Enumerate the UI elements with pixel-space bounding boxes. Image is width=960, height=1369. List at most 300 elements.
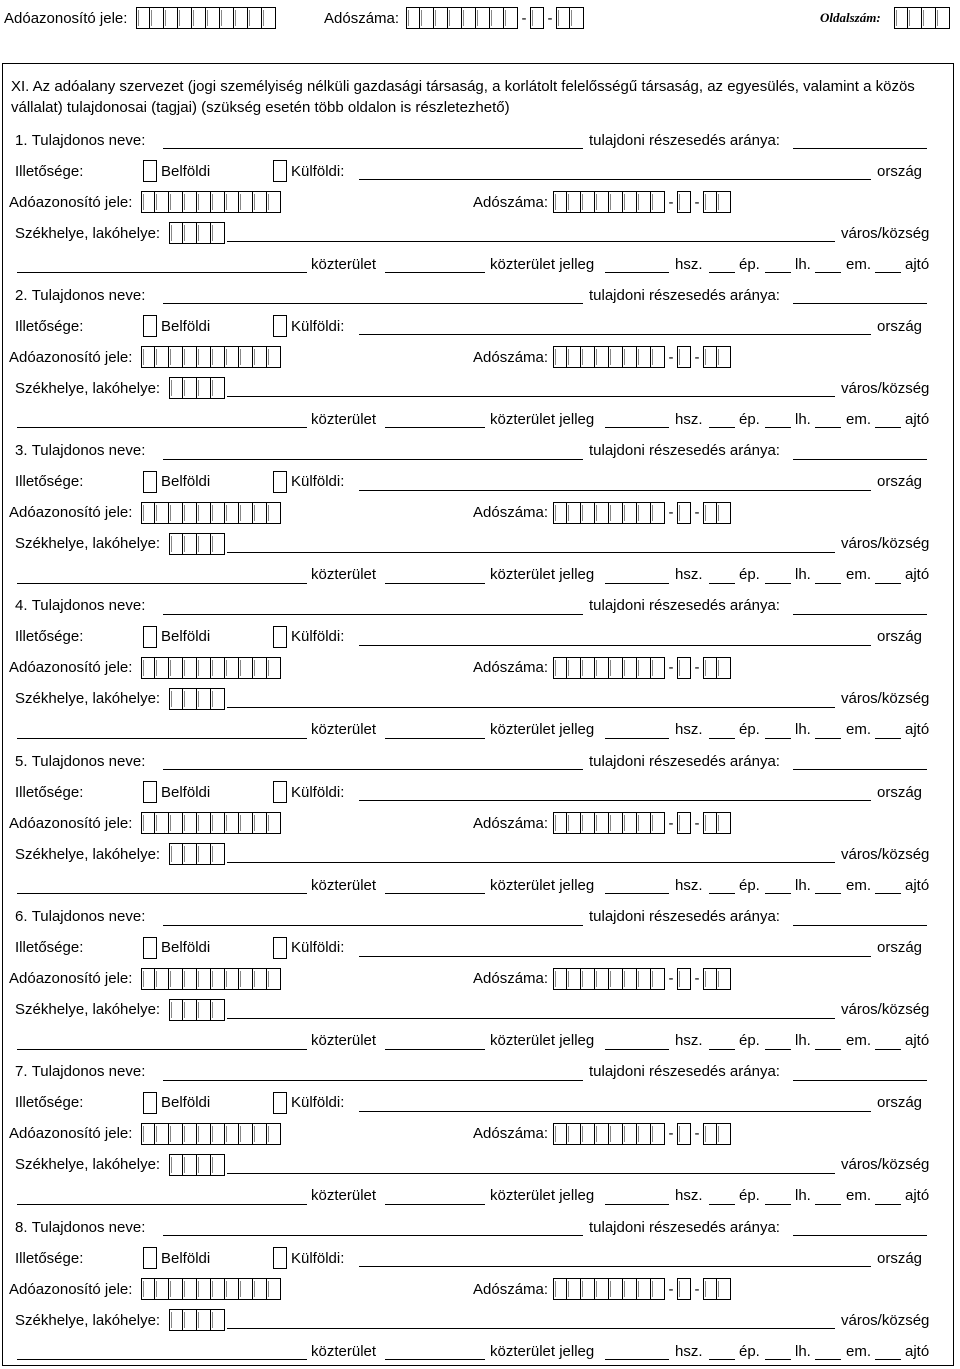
char-box[interactable] <box>169 657 183 679</box>
owner-adoszama-input[interactable] <box>553 1278 731 1300</box>
char-box[interactable] <box>581 346 595 368</box>
char-box[interactable] <box>553 812 567 834</box>
street-type-field[interactable] <box>385 272 485 273</box>
char-box[interactable] <box>150 7 164 29</box>
char-box[interactable] <box>183 1154 197 1176</box>
char-box[interactable] <box>609 812 623 834</box>
staircase-field[interactable] <box>765 1359 791 1360</box>
char-box[interactable] <box>553 502 567 524</box>
char-box[interactable] <box>183 999 197 1021</box>
house-number-field[interactable] <box>605 1049 669 1050</box>
belfoldi-checkbox[interactable] <box>143 1092 157 1114</box>
char-box[interactable] <box>677 968 691 990</box>
char-box[interactable] <box>248 7 262 29</box>
staircase-field[interactable] <box>765 738 791 739</box>
street-type-field[interactable] <box>385 1049 485 1050</box>
owner-name-field[interactable] <box>163 769 583 770</box>
header-adoazonosito-input[interactable] <box>136 5 276 31</box>
char-box[interactable] <box>703 657 717 679</box>
char-box[interactable] <box>183 191 197 213</box>
char-box[interactable] <box>239 968 253 990</box>
char-box[interactable] <box>623 1123 637 1145</box>
char-box[interactable] <box>717 657 731 679</box>
door-field[interactable] <box>875 893 901 894</box>
char-box[interactable] <box>567 657 581 679</box>
street-type-field[interactable] <box>385 427 485 428</box>
char-box[interactable] <box>623 346 637 368</box>
char-box[interactable] <box>570 7 584 29</box>
char-box[interactable] <box>155 657 169 679</box>
city-field[interactable] <box>227 552 835 553</box>
char-box[interactable] <box>253 502 267 524</box>
building-field[interactable] <box>709 1359 735 1360</box>
char-box[interactable] <box>225 346 239 368</box>
char-box[interactable] <box>169 222 183 244</box>
staircase-field[interactable] <box>765 583 791 584</box>
char-box[interactable] <box>211 968 225 990</box>
char-box[interactable] <box>169 688 183 710</box>
char-box[interactable] <box>155 346 169 368</box>
char-box[interactable] <box>267 346 281 368</box>
kulfoldi-checkbox[interactable] <box>273 315 287 337</box>
char-box[interactable] <box>141 968 155 990</box>
char-box[interactable] <box>141 812 155 834</box>
char-box[interactable] <box>595 191 609 213</box>
char-box[interactable] <box>183 1123 197 1145</box>
char-box[interactable] <box>595 812 609 834</box>
char-box[interactable] <box>206 7 220 29</box>
char-box[interactable] <box>211 346 225 368</box>
share-field[interactable] <box>793 148 927 149</box>
char-box[interactable] <box>155 1278 169 1300</box>
char-box[interactable] <box>141 346 155 368</box>
char-box[interactable] <box>406 7 420 29</box>
char-box[interactable] <box>651 346 665 368</box>
char-box[interactable] <box>183 533 197 555</box>
char-box[interactable] <box>211 999 225 1021</box>
char-box[interactable] <box>183 688 197 710</box>
street-name-field[interactable] <box>17 272 307 273</box>
char-box[interactable] <box>211 843 225 865</box>
kulfoldi-checkbox[interactable] <box>273 937 287 959</box>
char-box[interactable] <box>434 7 448 29</box>
owner-adoazonosito-input[interactable] <box>141 1123 281 1145</box>
char-box[interactable] <box>183 968 197 990</box>
char-box[interactable] <box>553 968 567 990</box>
char-box[interactable] <box>225 812 239 834</box>
char-box[interactable] <box>197 968 211 990</box>
kulfoldi-checkbox[interactable] <box>273 160 287 182</box>
char-box[interactable] <box>155 968 169 990</box>
char-box[interactable] <box>567 346 581 368</box>
char-box[interactable] <box>197 999 211 1021</box>
owner-name-field[interactable] <box>163 1080 583 1081</box>
owner-adoazonosito-input[interactable] <box>141 502 281 524</box>
char-box[interactable] <box>651 1278 665 1300</box>
staircase-field[interactable] <box>765 1204 791 1205</box>
char-box[interactable] <box>267 812 281 834</box>
char-box[interactable] <box>169 377 183 399</box>
char-box[interactable] <box>936 7 950 29</box>
char-box[interactable] <box>267 1278 281 1300</box>
char-box[interactable] <box>225 968 239 990</box>
char-box[interactable] <box>553 657 567 679</box>
char-box[interactable] <box>183 222 197 244</box>
belfoldi-checkbox[interactable] <box>143 160 157 182</box>
char-box[interactable] <box>717 191 731 213</box>
owner-adoszama-input[interactable] <box>553 1123 731 1145</box>
char-box[interactable] <box>211 1154 225 1176</box>
char-box[interactable] <box>169 968 183 990</box>
owner-adoszama-input[interactable] <box>553 191 731 213</box>
char-box[interactable] <box>225 1278 239 1300</box>
char-box[interactable] <box>141 657 155 679</box>
char-box[interactable] <box>894 7 908 29</box>
char-box[interactable] <box>183 657 197 679</box>
char-box[interactable] <box>169 502 183 524</box>
char-box[interactable] <box>637 191 651 213</box>
char-box[interactable] <box>677 191 691 213</box>
house-number-field[interactable] <box>605 272 669 273</box>
country-field[interactable] <box>359 1266 871 1267</box>
char-box[interactable] <box>609 191 623 213</box>
belfoldi-checkbox[interactable] <box>143 781 157 803</box>
char-box[interactable] <box>211 533 225 555</box>
char-box[interactable] <box>595 657 609 679</box>
building-field[interactable] <box>709 1204 735 1205</box>
kulfoldi-checkbox[interactable] <box>273 471 287 493</box>
street-name-field[interactable] <box>17 1359 307 1360</box>
char-box[interactable] <box>211 1123 225 1145</box>
char-box[interactable] <box>717 1123 731 1145</box>
char-box[interactable] <box>169 999 183 1021</box>
char-box[interactable] <box>169 533 183 555</box>
char-box[interactable] <box>677 346 691 368</box>
char-box[interactable] <box>225 657 239 679</box>
char-box[interactable] <box>197 533 211 555</box>
share-field[interactable] <box>793 303 927 304</box>
char-box[interactable] <box>595 502 609 524</box>
char-box[interactable] <box>717 812 731 834</box>
country-field[interactable] <box>359 800 871 801</box>
owner-adoszama-input[interactable] <box>553 502 731 524</box>
char-box[interactable] <box>253 346 267 368</box>
owner-adoazonosito-input[interactable] <box>141 657 281 679</box>
char-box[interactable] <box>567 968 581 990</box>
staircase-field[interactable] <box>765 427 791 428</box>
floor-field[interactable] <box>815 272 841 273</box>
char-box[interactable] <box>637 1123 651 1145</box>
share-field[interactable] <box>793 925 927 926</box>
char-box[interactable] <box>169 1309 183 1331</box>
building-field[interactable] <box>709 272 735 273</box>
char-box[interactable] <box>267 502 281 524</box>
postal-code-input[interactable] <box>169 688 225 710</box>
kulfoldi-checkbox[interactable] <box>273 1092 287 1114</box>
char-box[interactable] <box>553 191 567 213</box>
postal-code-input[interactable] <box>169 533 225 555</box>
owner-name-field[interactable] <box>163 614 583 615</box>
char-box[interactable] <box>717 502 731 524</box>
country-field[interactable] <box>359 645 871 646</box>
char-box[interactable] <box>183 1278 197 1300</box>
char-box[interactable] <box>197 812 211 834</box>
char-box[interactable] <box>567 812 581 834</box>
char-box[interactable] <box>155 812 169 834</box>
char-box[interactable] <box>197 222 211 244</box>
owner-adoazonosito-input[interactable] <box>141 812 281 834</box>
country-field[interactable] <box>359 490 871 491</box>
owner-name-field[interactable] <box>163 459 583 460</box>
char-box[interactable] <box>623 1278 637 1300</box>
char-box[interactable] <box>420 7 434 29</box>
char-box[interactable] <box>211 222 225 244</box>
char-box[interactable] <box>651 191 665 213</box>
owner-adoszama-input[interactable] <box>553 812 731 834</box>
char-box[interactable] <box>651 968 665 990</box>
door-field[interactable] <box>875 1049 901 1050</box>
char-box[interactable] <box>595 1278 609 1300</box>
char-box[interactable] <box>197 346 211 368</box>
char-box[interactable] <box>192 7 206 29</box>
char-box[interactable] <box>595 968 609 990</box>
char-box[interactable] <box>609 968 623 990</box>
char-box[interactable] <box>164 7 178 29</box>
char-box[interactable] <box>677 812 691 834</box>
char-box[interactable] <box>637 502 651 524</box>
floor-field[interactable] <box>815 583 841 584</box>
char-box[interactable] <box>567 1123 581 1145</box>
char-box[interactable] <box>623 502 637 524</box>
city-field[interactable] <box>227 1173 835 1174</box>
house-number-field[interactable] <box>605 738 669 739</box>
char-box[interactable] <box>211 191 225 213</box>
char-box[interactable] <box>703 502 717 524</box>
floor-field[interactable] <box>815 1204 841 1205</box>
postal-code-input[interactable] <box>169 1154 225 1176</box>
char-box[interactable] <box>677 502 691 524</box>
char-box[interactable] <box>211 657 225 679</box>
char-box[interactable] <box>581 812 595 834</box>
char-box[interactable] <box>211 688 225 710</box>
char-box[interactable] <box>169 1278 183 1300</box>
owner-adoazonosito-input[interactable] <box>141 346 281 368</box>
owner-adoszama-input[interactable] <box>553 346 731 368</box>
char-box[interactable] <box>530 7 544 29</box>
char-box[interactable] <box>556 7 570 29</box>
char-box[interactable] <box>609 502 623 524</box>
char-box[interactable] <box>703 968 717 990</box>
street-name-field[interactable] <box>17 738 307 739</box>
floor-field[interactable] <box>815 738 841 739</box>
owner-adoszama-input[interactable] <box>553 968 731 990</box>
door-field[interactable] <box>875 1359 901 1360</box>
share-field[interactable] <box>793 459 927 460</box>
char-box[interactable] <box>211 812 225 834</box>
char-box[interactable] <box>197 1123 211 1145</box>
char-box[interactable] <box>623 812 637 834</box>
char-box[interactable] <box>253 812 267 834</box>
floor-field[interactable] <box>815 1049 841 1050</box>
char-box[interactable] <box>239 1278 253 1300</box>
char-box[interactable] <box>197 191 211 213</box>
header-oldalszam-input[interactable] <box>894 5 950 31</box>
char-box[interactable] <box>717 1278 731 1300</box>
building-field[interactable] <box>709 893 735 894</box>
char-box[interactable] <box>183 346 197 368</box>
char-box[interactable] <box>253 191 267 213</box>
building-field[interactable] <box>709 427 735 428</box>
char-box[interactable] <box>267 657 281 679</box>
building-field[interactable] <box>709 583 735 584</box>
char-box[interactable] <box>239 657 253 679</box>
kulfoldi-checkbox[interactable] <box>273 781 287 803</box>
street-type-field[interactable] <box>385 738 485 739</box>
char-box[interactable] <box>581 657 595 679</box>
char-box[interactable] <box>253 1123 267 1145</box>
char-box[interactable] <box>623 191 637 213</box>
floor-field[interactable] <box>815 1359 841 1360</box>
char-box[interactable] <box>637 657 651 679</box>
street-name-field[interactable] <box>17 893 307 894</box>
house-number-field[interactable] <box>605 583 669 584</box>
char-box[interactable] <box>169 812 183 834</box>
char-box[interactable] <box>581 1278 595 1300</box>
char-box[interactable] <box>169 346 183 368</box>
street-name-field[interactable] <box>17 1049 307 1050</box>
owner-name-field[interactable] <box>163 148 583 149</box>
char-box[interactable] <box>183 843 197 865</box>
door-field[interactable] <box>875 427 901 428</box>
char-box[interactable] <box>476 7 490 29</box>
house-number-field[interactable] <box>605 1204 669 1205</box>
char-box[interactable] <box>609 1278 623 1300</box>
postal-code-input[interactable] <box>169 377 225 399</box>
belfoldi-checkbox[interactable] <box>143 315 157 337</box>
floor-field[interactable] <box>815 893 841 894</box>
char-box[interactable] <box>211 1278 225 1300</box>
house-number-field[interactable] <box>605 893 669 894</box>
owner-adoszama-input[interactable] <box>553 657 731 679</box>
char-box[interactable] <box>239 191 253 213</box>
street-name-field[interactable] <box>17 1204 307 1205</box>
street-name-field[interactable] <box>17 427 307 428</box>
char-box[interactable] <box>234 7 248 29</box>
char-box[interactable] <box>267 1123 281 1145</box>
door-field[interactable] <box>875 1204 901 1205</box>
char-box[interactable] <box>651 657 665 679</box>
city-field[interactable] <box>227 241 835 242</box>
char-box[interactable] <box>581 191 595 213</box>
country-field[interactable] <box>359 1111 871 1112</box>
char-box[interactable] <box>581 968 595 990</box>
city-field[interactable] <box>227 1018 835 1019</box>
char-box[interactable] <box>197 657 211 679</box>
country-field[interactable] <box>359 179 871 180</box>
header-adoszama-input[interactable]: - - <box>406 5 584 31</box>
char-box[interactable] <box>141 191 155 213</box>
char-box[interactable] <box>651 502 665 524</box>
char-box[interactable] <box>677 1123 691 1145</box>
char-box[interactable] <box>637 968 651 990</box>
char-box[interactable] <box>922 7 936 29</box>
city-field[interactable] <box>227 862 835 863</box>
door-field[interactable] <box>875 738 901 739</box>
char-box[interactable] <box>211 377 225 399</box>
char-box[interactable] <box>183 377 197 399</box>
char-box[interactable] <box>567 502 581 524</box>
char-box[interactable] <box>267 191 281 213</box>
char-box[interactable] <box>703 1278 717 1300</box>
char-box[interactable] <box>253 968 267 990</box>
char-box[interactable] <box>717 346 731 368</box>
char-box[interactable] <box>637 812 651 834</box>
floor-field[interactable] <box>815 427 841 428</box>
char-box[interactable] <box>211 1309 225 1331</box>
char-box[interactable] <box>225 1123 239 1145</box>
char-box[interactable] <box>169 1154 183 1176</box>
char-box[interactable] <box>197 502 211 524</box>
char-box[interactable] <box>595 346 609 368</box>
char-box[interactable] <box>253 1278 267 1300</box>
char-box[interactable] <box>239 346 253 368</box>
postal-code-input[interactable] <box>169 843 225 865</box>
char-box[interactable] <box>197 377 211 399</box>
char-box[interactable] <box>677 657 691 679</box>
char-box[interactable] <box>197 1278 211 1300</box>
house-number-field[interactable] <box>605 427 669 428</box>
char-box[interactable] <box>183 812 197 834</box>
char-box[interactable] <box>637 346 651 368</box>
char-box[interactable] <box>183 1309 197 1331</box>
owner-name-field[interactable] <box>163 925 583 926</box>
char-box[interactable] <box>141 1123 155 1145</box>
char-box[interactable] <box>155 1123 169 1145</box>
owner-adoazonosito-input[interactable] <box>141 1278 281 1300</box>
house-number-field[interactable] <box>605 1359 669 1360</box>
char-box[interactable] <box>908 7 922 29</box>
char-box[interactable] <box>197 1154 211 1176</box>
char-box[interactable] <box>703 1123 717 1145</box>
door-field[interactable] <box>875 272 901 273</box>
char-box[interactable] <box>141 1278 155 1300</box>
char-box[interactable] <box>197 843 211 865</box>
door-field[interactable] <box>875 583 901 584</box>
postal-code-input[interactable] <box>169 1309 225 1331</box>
char-box[interactable] <box>703 346 717 368</box>
postal-code-input[interactable] <box>169 222 225 244</box>
street-type-field[interactable] <box>385 1204 485 1205</box>
char-box[interactable] <box>567 191 581 213</box>
char-box[interactable] <box>155 502 169 524</box>
kulfoldi-checkbox[interactable] <box>273 1247 287 1269</box>
belfoldi-checkbox[interactable] <box>143 626 157 648</box>
char-box[interactable] <box>677 1278 691 1300</box>
char-box[interactable] <box>183 502 197 524</box>
char-box[interactable] <box>553 1278 567 1300</box>
city-field[interactable] <box>227 1328 835 1329</box>
char-box[interactable] <box>239 812 253 834</box>
country-field[interactable] <box>359 334 871 335</box>
char-box[interactable] <box>169 1123 183 1145</box>
char-box[interactable] <box>462 7 476 29</box>
owner-name-field[interactable] <box>163 1235 583 1236</box>
char-box[interactable] <box>211 502 225 524</box>
city-field[interactable] <box>227 707 835 708</box>
char-box[interactable] <box>504 7 518 29</box>
char-box[interactable] <box>220 7 234 29</box>
char-box[interactable] <box>609 657 623 679</box>
